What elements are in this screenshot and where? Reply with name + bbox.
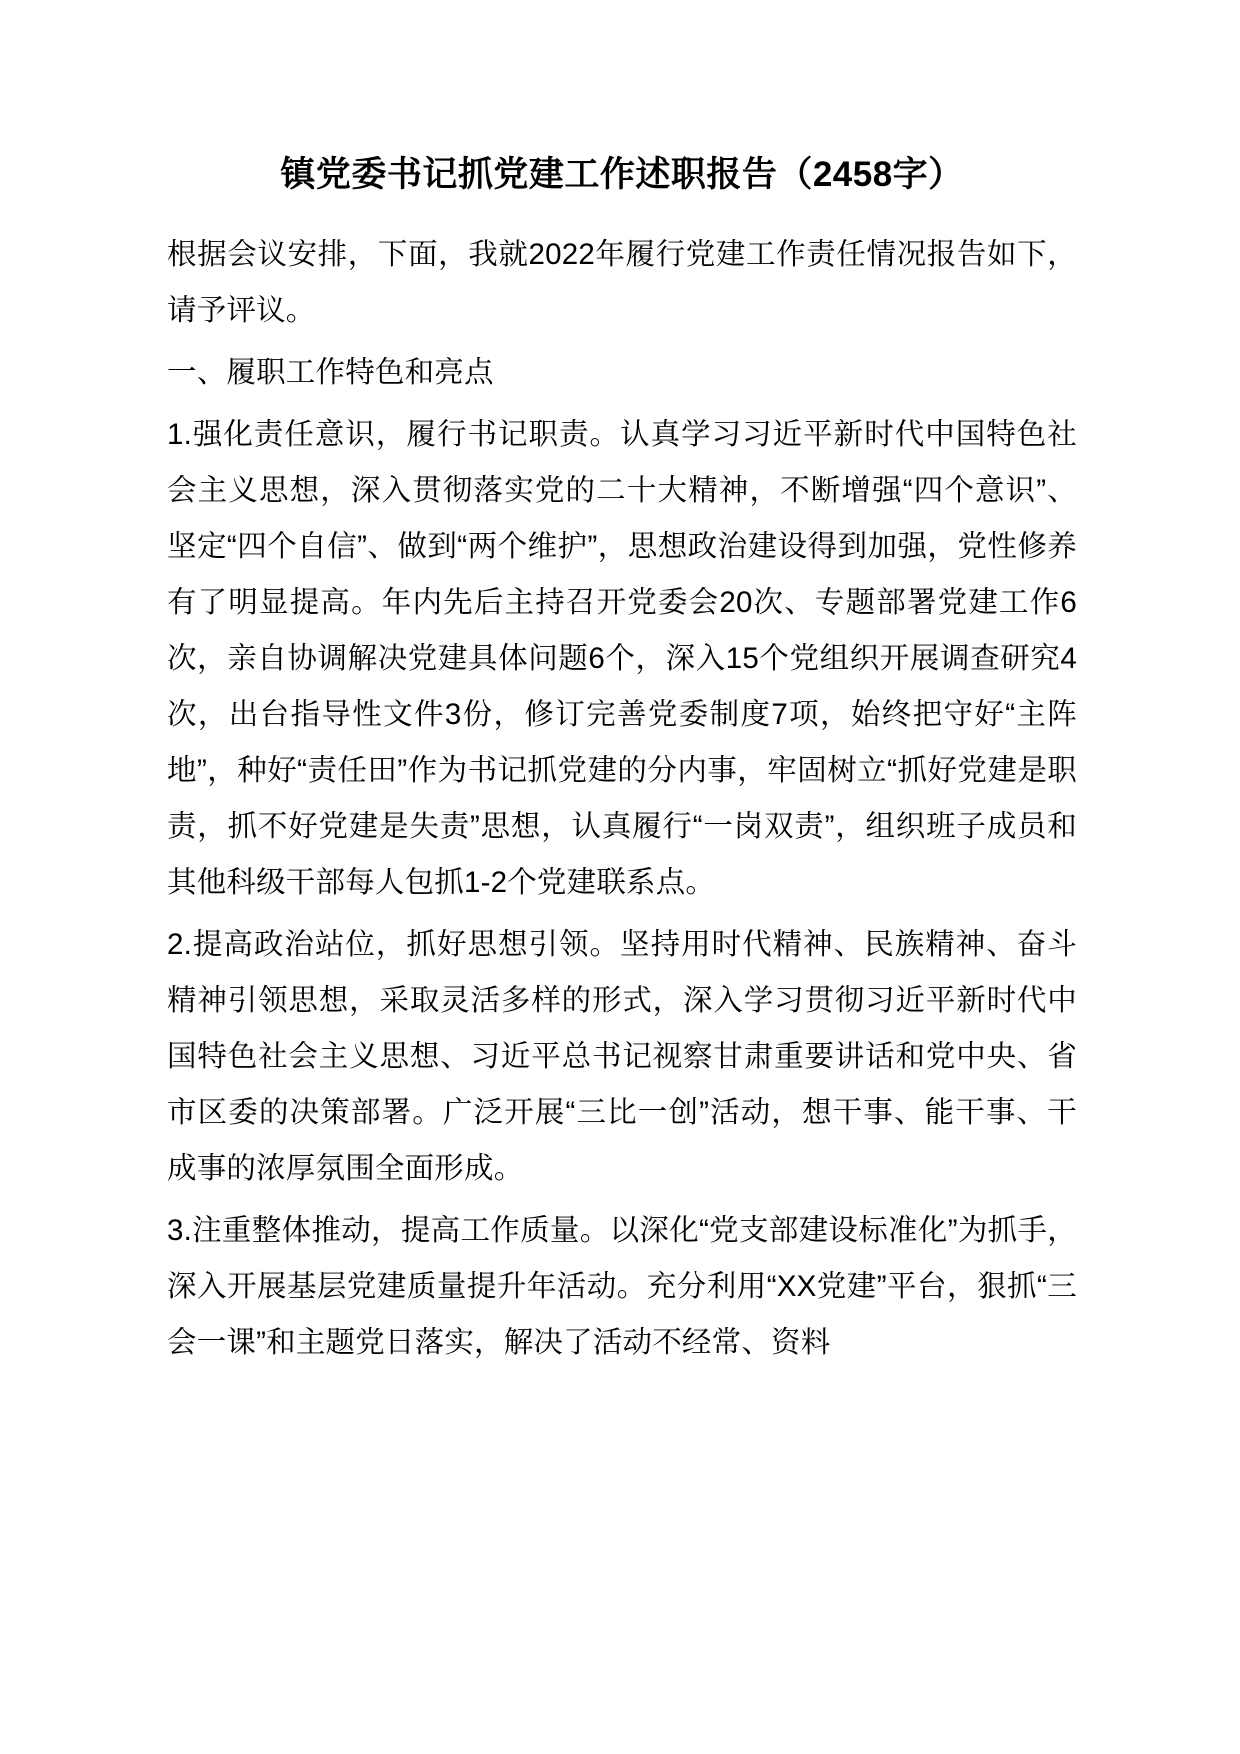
- document-body: [167, 227, 1077, 1371]
- section-heading-1: 一、履职工作特色和亮点: [167, 355, 494, 389]
- paragraph-intro: 根据会议安排，下面，我就2022年履行党建工作责任情况报告如下，请予评议。: [167, 237, 1077, 327]
- paragraph-item-2: 2.提高政治站位，抓好思想引领。坚持用时代精神、民族精神、奋斗精神引领思想，采取灵活多样的形式，深入学习贯彻习近平新时代中国特色社会主义思想、习近平总书记视察甘肃重要讲话和党中央、省市区委的决策部署。广泛开展“三比一创”活动，想干事、能干事、干成事的浓厚氛围全面形成。: [167, 927, 1077, 1185]
- paragraph-item-3: 3.注重整体推动，提高工作质量。以深化“党支部建设标准化”为抓手，深入开展基层党建质量提升年活动。充分利用“XX党建”平台，狠抓“三会一课”和主题党日落实，解决了活动不经常、资料: [167, 1213, 1077, 1359]
- page-title: 镇党委书记抓党建工作述职报告（2458字）: [280, 155, 964, 194]
- paragraph-item-1: 1.强化责任意识，履行书记职责。认真学习习近平新时代中国特色社会主义思想，深入贯彻落实党的二十大精神，不断增强“四个意识”、坚定“四个自信”、做到“两个维护”，思想政治建设得到加强，党性修养有了明显提高。年内先后主持召开党委会20次、专题部署党建工作6次，亲自协调解决党建具体问题6个，深入15个党组织开展调查研究4次，出台指导性文件3份，修订完善党委制度7项，始终把守好“主阵地”，种好“责任田”作为书记抓党建的分内事，牢固树立“抓好党建是职责，抓不好党建是失责”思想，认真履行“一岗双责”，组织班子成员和其他科级干部每人包抓1-2个党建联系点。: [167, 417, 1077, 899]
